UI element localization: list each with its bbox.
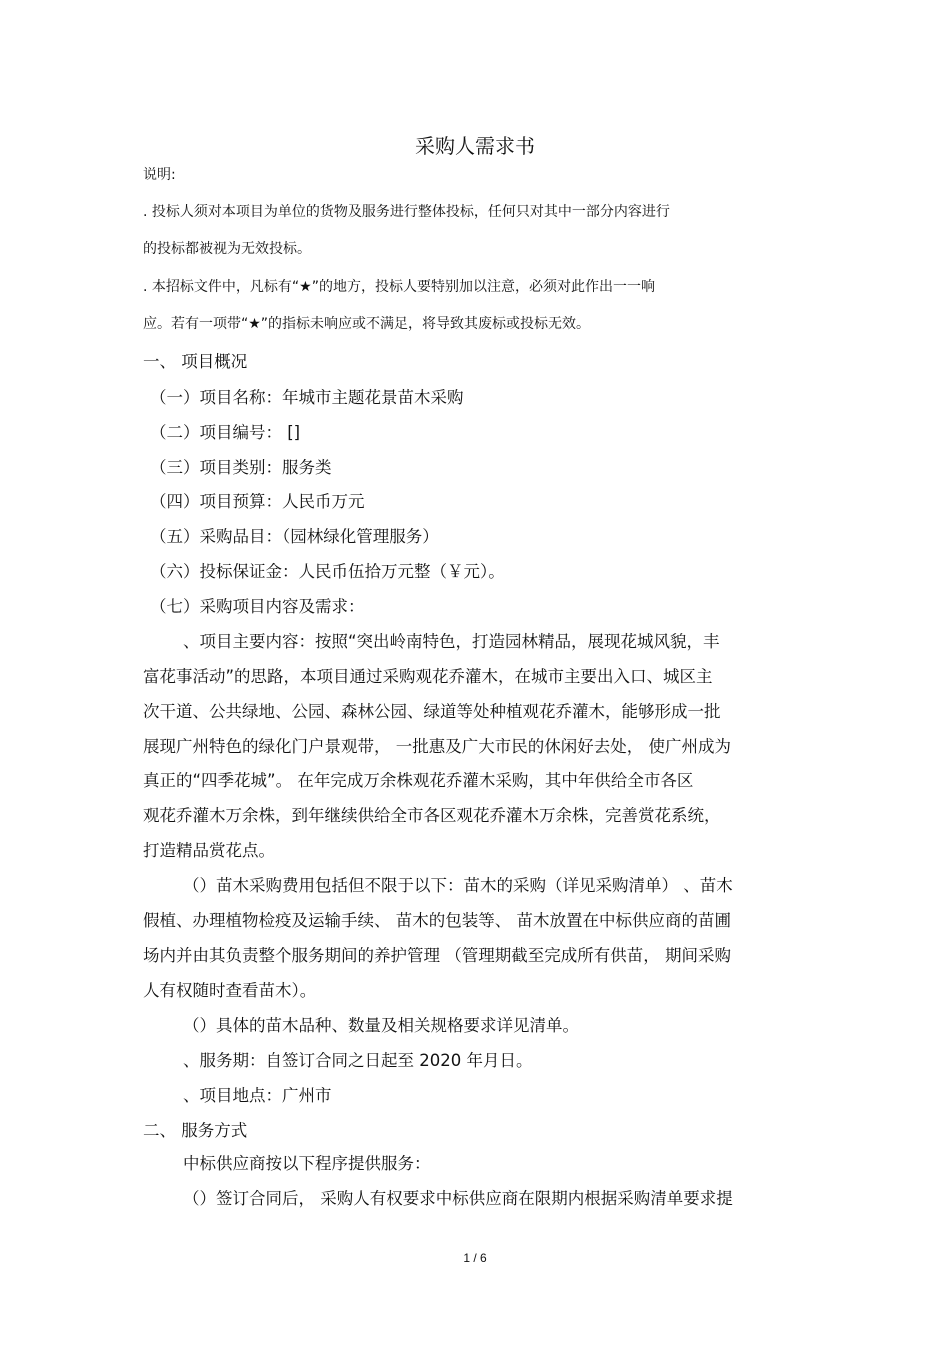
section-heading: 二、 服务方式 <box>143 1121 248 1140</box>
text-line: . 本招标文件中，凡标有“★”的地方，投标人要特别加以注意，必须对此作出一一响 <box>143 279 655 295</box>
text-line: 说明: <box>143 167 176 183</box>
text-line: （四）项目预算：人民币万元 <box>150 492 365 511</box>
text-line: 假植、办理植物检疫及运输手续、 苗木的包装等、 苗木放置在中标供应商的苗圃 <box>143 911 731 930</box>
text-line: 应。若有一项带“★”的指标未响应或不满足，将导致其废标或投标无效。 <box>143 316 591 332</box>
text-line: （）具体的苗木品种、数量及相关规格要求详见清单。 <box>183 1016 579 1035</box>
text-line: （）签订合同后， 采购人有权要求中标供应商在限期内根据采购清单要求提 <box>183 1189 733 1208</box>
text-line: （七）采购项目内容及需求： <box>150 597 365 616</box>
text-line: 观花乔灌木万余株，到年继续供给全市各区观花乔灌木万余株，完善赏花系统， <box>143 806 721 825</box>
text-line: 中标供应商按以下程序提供服务： <box>183 1154 431 1173</box>
text-line: （三）项目类别：服务类 <box>150 458 332 477</box>
text-line: （）苗木采购费用包括但不限于以下：苗木的采购（详见采购清单） 、苗木 <box>183 876 733 895</box>
text-line: 人有权随时查看苗木）。 <box>143 981 317 1000</box>
text-line: 展现广州特色的绿化门户景观带， 一批惠及广大市民的休闲好去处， 使广州成为 <box>143 737 731 756</box>
text-line: 次干道、公共绿地、公园、森林公园、绿道等处种植观花乔灌木，能够形成一批 <box>143 702 721 721</box>
text-line: （一）项目名称：年城市主题花景苗木采购 <box>150 388 464 407</box>
text-line: 、项目主要内容：按照“突出岭南特色，打造园林精品，展现花城风貌，丰 <box>183 632 720 651</box>
page-number: 1 / 6 <box>463 1251 487 1265</box>
text-line: （二）项目编号： [] <box>150 423 301 442</box>
page-title: 采购人需求书 <box>415 134 535 158</box>
text-line: （六）投标保证金：人民币伍拾万元整（￥元）。 <box>150 562 505 581</box>
text-line: （五）采购品目：（园林绿化管理服务） <box>150 527 439 546</box>
text-line: 场内并由其负责整个服务期间的养护管理 （管理期截至完成所有供苗， 期间采购 <box>143 946 731 965</box>
text-line: . 投标人须对本项目为单位的货物及服务进行整体投标，任何只对其中一部分内容进行 <box>143 204 670 220</box>
section-heading: 一、 项目概况 <box>143 352 248 371</box>
text-line: 打造精品赏花点。 <box>143 841 275 860</box>
text-line: 真正的“四季花城”。 在年完成万余株观花乔灌木采购，其中年供给全市各区 <box>143 771 694 790</box>
text-line: 、服务期：自签订合同之日起至 2020 年月日。 <box>183 1051 533 1070</box>
text-line: 的投标都被视为无效投标。 <box>143 241 311 257</box>
text-line: 、项目地点：广州市 <box>183 1086 332 1105</box>
text-line: 富花事活动”的思路，本项目通过采购观花乔灌木，在城市主要出入口、城区主 <box>143 667 713 686</box>
